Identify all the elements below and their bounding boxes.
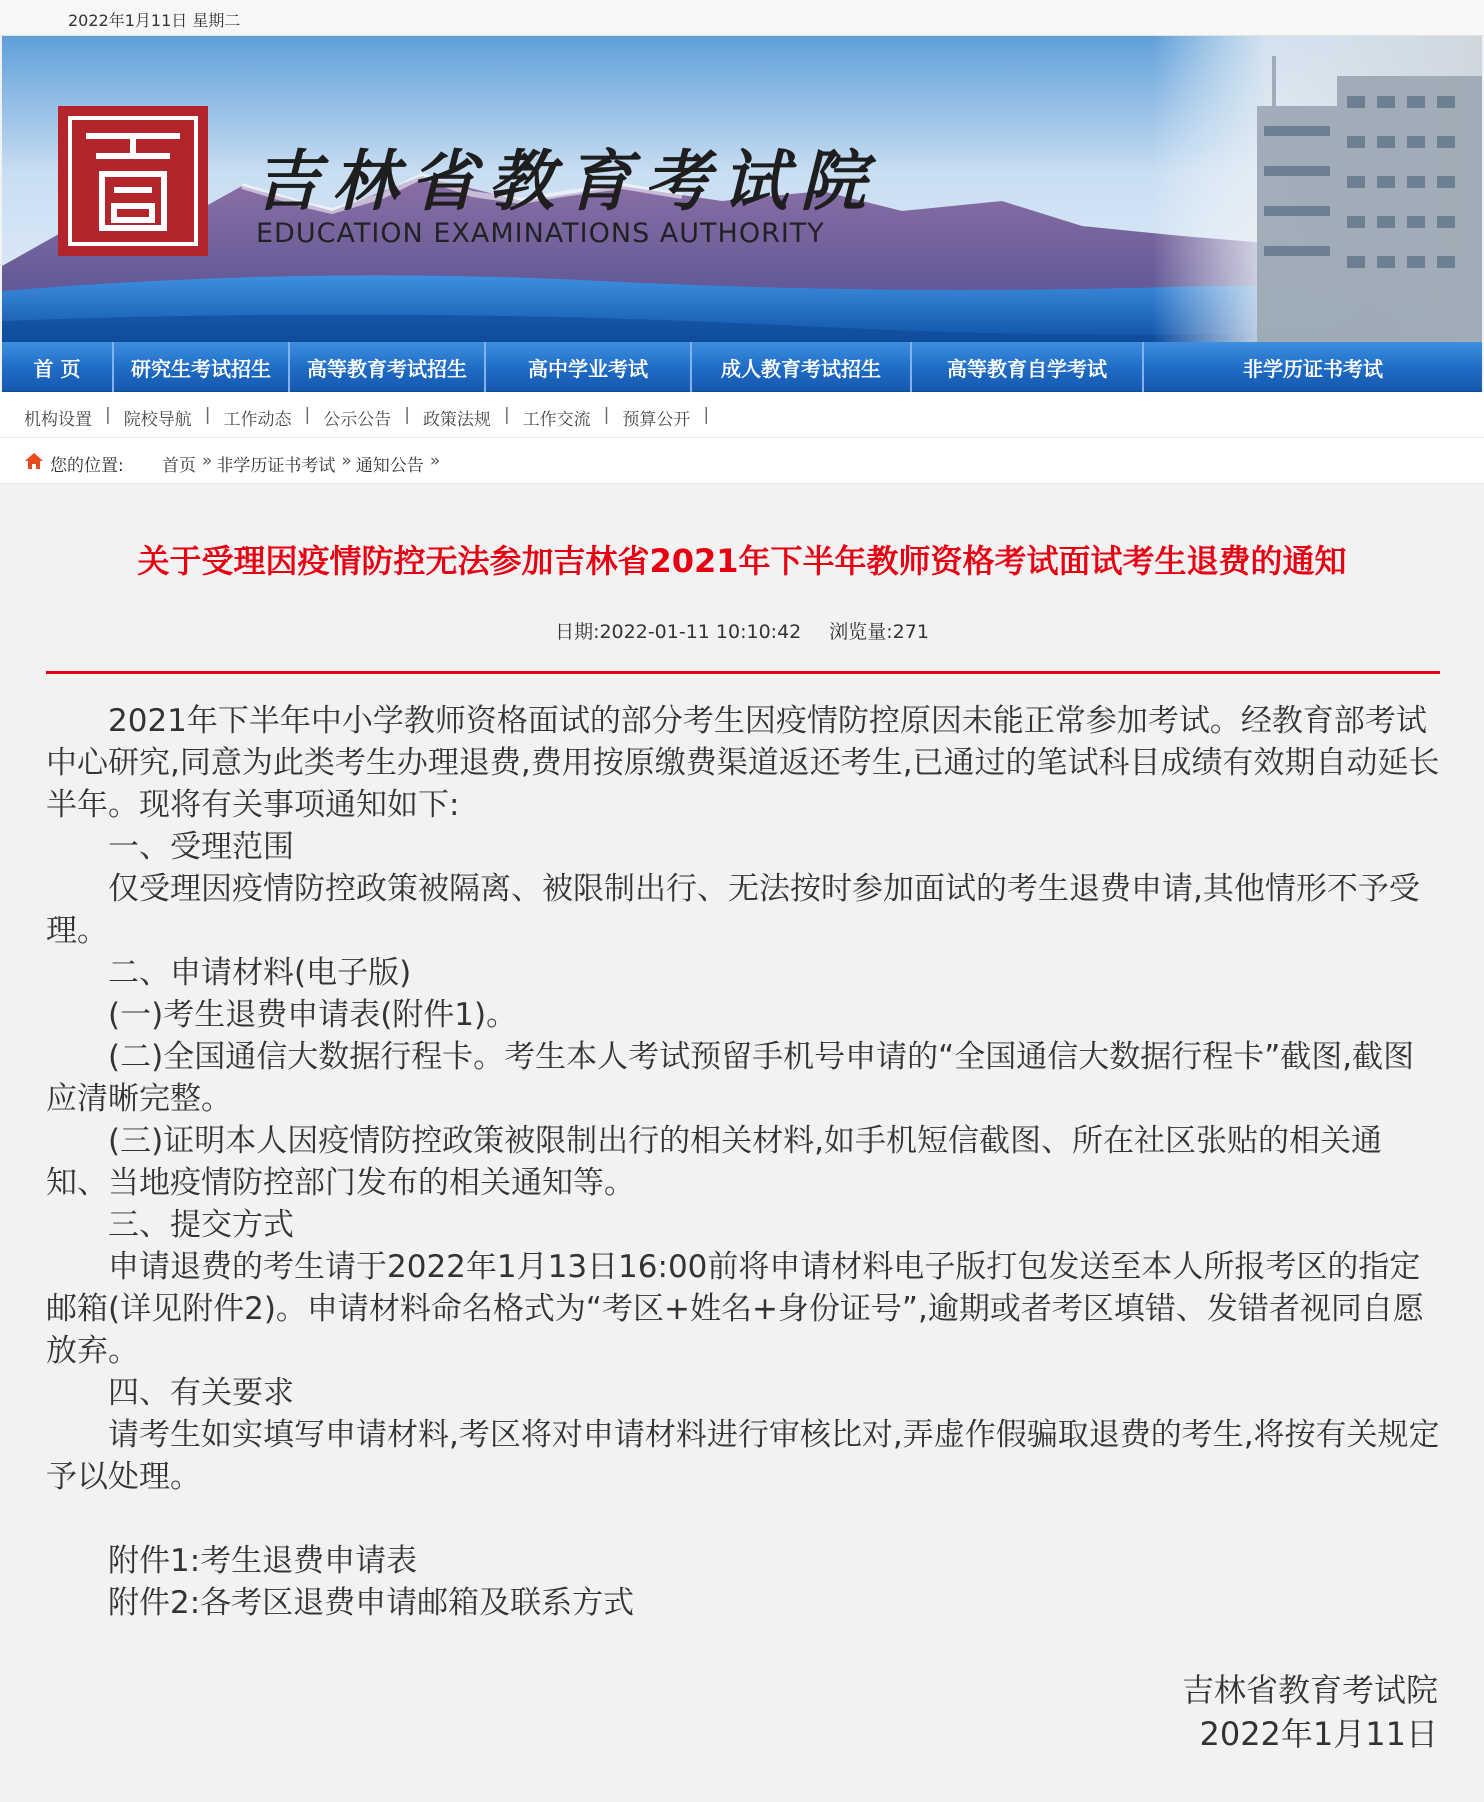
view-count: 271 [892, 621, 929, 643]
subnav-link-work-exchange[interactable]: 工作交流 [522, 410, 591, 430]
sub-navigation [0, 392, 1484, 438]
home-icon [24, 452, 44, 470]
subnav-separator: | [404, 405, 410, 425]
subnav-link-budget[interactable]: 预算公开 [622, 410, 691, 430]
attachment-link-2[interactable]: 附件2:各考区退费申请邮箱及联系方式 [108, 1585, 635, 1621]
breadcrumb-label: 您的位置: [50, 456, 124, 476]
site-banner [2, 36, 1482, 342]
signature-block [1182, 1668, 1438, 1756]
paragraph-scope: 仅受理因疫情防控政策被隔离、被限制出行、无法按时参加面试的考生退费申请,其他情形不予受理。 [46, 871, 1420, 949]
article-meta [0, 617, 1484, 644]
paragraph-requirements: 请考生如实填写申请材料,考区将对申请材料进行审核比对,弄虚作假骗取退费的考生,将按有关规定予以处理。 [46, 1417, 1440, 1495]
nav-item-home[interactable]: 首 页 [2, 342, 114, 392]
chevron-right-icon: » [202, 451, 211, 471]
subnav-link-announcements[interactable]: 公示公告 [323, 410, 392, 430]
subnav-separator: | [703, 405, 710, 425]
breadcrumb-link-notices[interactable]: 通知公告 [355, 456, 424, 476]
nav-item-adult-ed-admission[interactable]: 成人教育考试招生 [692, 342, 912, 392]
paragraph-material-3: (三)证明本人因疫情防控政策被限制出行的相关材料,如手机短信截图、所在社区张贴的相关通知、当地疫情防控部门发布的相关通知等。 [46, 1123, 1383, 1201]
publish-date: 2022-01-11 10:10:42 [599, 621, 802, 643]
subnav-link-policies[interactable]: 政策法规 [422, 410, 491, 430]
subnav-separator: | [603, 405, 610, 425]
nav-item-higher-ed-admission[interactable]: 高等教育考试招生 [290, 342, 486, 392]
nav-item-non-degree-cert-exam[interactable]: 非学历证书考试 [1243, 356, 1383, 381]
breadcrumb-link-non-degree-cert[interactable]: 非学历证书考试 [216, 456, 336, 476]
chevron-right-icon: » [341, 451, 350, 471]
nav-item-high-school-exam[interactable]: 高中学业考试 [486, 342, 692, 392]
paragraph-submission: 申请退费的考生请于2022年1月13日16:00前将申请材料电子版打包发送至本人所报考区的指定邮箱(详见附件2)。申请材料命名格式为“考区+姓名+身份证号”,逾期或者考区填错、发错者视同自愿放弃。 [46, 1249, 1424, 1369]
signature-org: 吉林省教育考试院 [1181, 1671, 1438, 1709]
paragraph-intro: 2021年下半年中小学教师资格面试的部分考生因疫情防控原因未能正常参加考试。经教育部考试中心研究,同意为此类考生办理退费,费用按原缴费渠道返还考生,已通过的笔试科目成绩有效期自动延长半年。现将有关事项通知如下: [46, 703, 1440, 823]
site-subtitle: EDUCATION EXAMINATIONS AUTHORITY [256, 218, 825, 249]
current-date: 2022年1月11日 星期二 [68, 11, 241, 30]
subnav-separator: | [105, 405, 111, 425]
attachment-link-1[interactable]: 附件1:考生退费申请表 [108, 1543, 418, 1579]
subnav-separator: | [304, 405, 311, 425]
top-date-bar [0, 0, 1484, 36]
subnav-link-work-news[interactable]: 工作动态 [223, 410, 292, 430]
breadcrumb [0, 438, 1484, 484]
article-body [46, 700, 1440, 1624]
nav-item-graduate-exam[interactable]: 研究生考试招生 [114, 342, 290, 392]
subnav-link-organization[interactable]: 机构设置 [24, 410, 92, 430]
subnav-link-school-nav[interactable]: 院校导航 [123, 410, 192, 430]
breadcrumb-link-home[interactable]: 首页 [162, 456, 196, 476]
article-title: 关于受理因疫情防控无法参加吉林省2021年下半年教师资格考试面试考生退费的通知 [137, 542, 1347, 580]
subnav-separator: | [204, 405, 211, 425]
section-heading-scope: 一、受理范围 [108, 829, 294, 865]
nav-item-self-study-exam[interactable]: 高等教育自学考试 [912, 342, 1144, 392]
views-label: 浏览量: [829, 621, 893, 643]
date-label: 日期: [555, 621, 600, 643]
section-heading-materials: 二、申请材料(电子版) [108, 955, 412, 991]
section-heading-submission: 三、提交方式 [108, 1207, 294, 1243]
subnav-separator: | [503, 405, 510, 425]
site-title: 吉林省教育考试院 [254, 142, 878, 220]
institution-seal-logo [58, 106, 208, 256]
section-heading-requirements: 四、有关要求 [108, 1375, 294, 1411]
title-divider [46, 671, 1440, 674]
main-navigation [2, 342, 1482, 392]
chevron-right-icon: » [429, 451, 439, 471]
paragraph-material-2: (二)全国通信大数据行程卡。考生本人考试预留手机号申请的“全国通信大数据行程卡”截图,截图应清晰完整。 [46, 1039, 1415, 1117]
paragraph-material-1: (一)考生退费申请表(附件1)。 [108, 997, 518, 1033]
signature-date: 2022年1月11日 [1199, 1715, 1438, 1753]
